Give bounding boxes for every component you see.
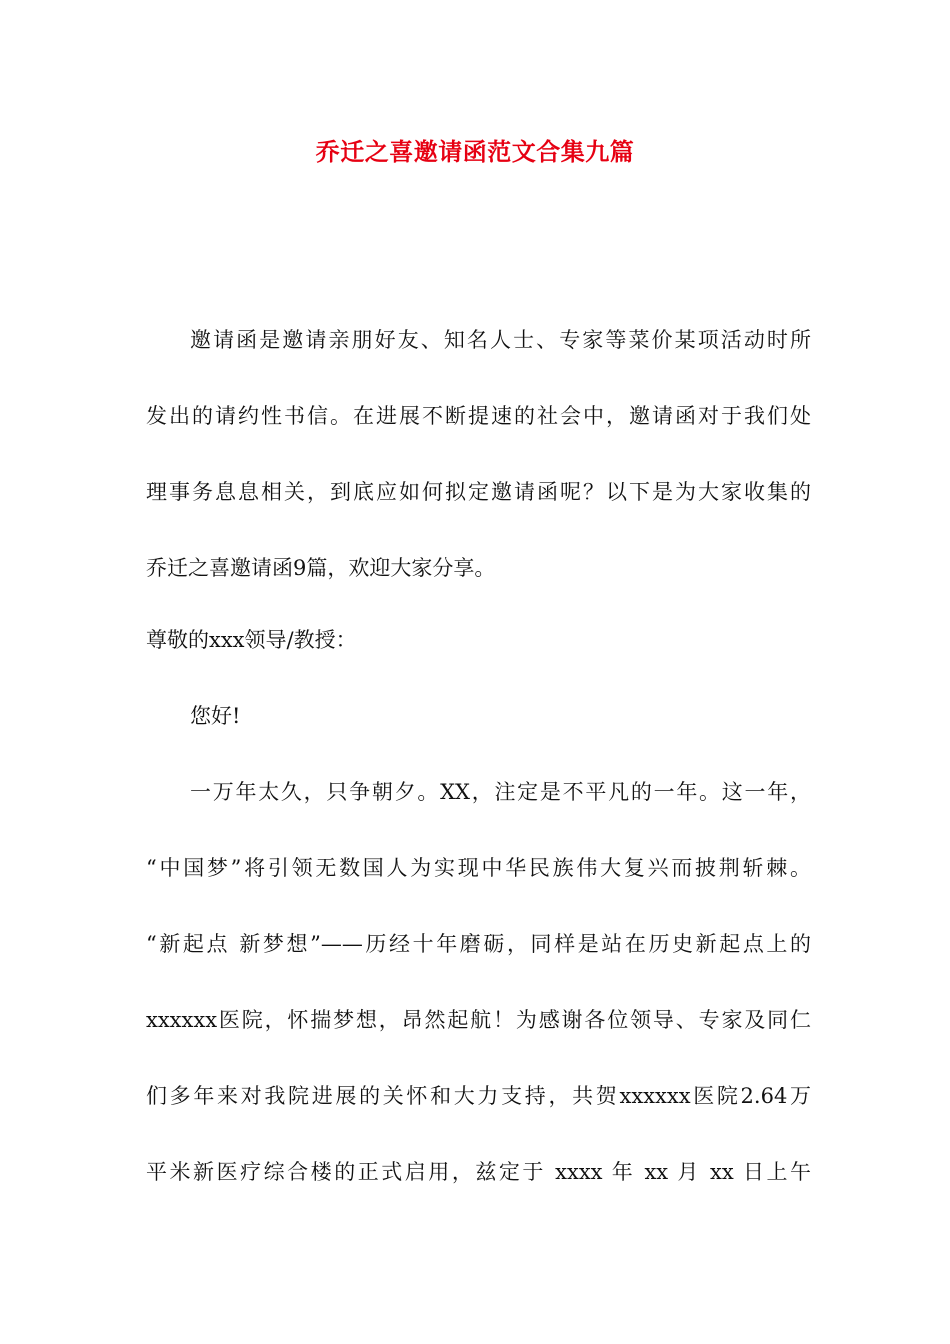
body-line-4: xxxxxx医院，怀揣梦想，昂然起航！为感谢各位领导、专家及同仁 bbox=[146, 1008, 811, 1032]
salutation: 尊敬的xxx领导/教授： bbox=[146, 628, 357, 652]
intro-line-1: 邀请函是邀请亲朋好友、知名人士、专家等菜价某项活动时所 bbox=[190, 328, 811, 352]
document-title: 乔迁之喜邀请函范文合集九篇 bbox=[315, 137, 635, 166]
body-line-6: 平米新医疗综合楼的正式启用，兹定于 xxxx 年 xx 月 xx 日上午 bbox=[146, 1160, 811, 1184]
intro-line-2: 发出的请约性书信。在进展不断提速的社会中，邀请函对于我们处 bbox=[146, 404, 811, 428]
body-line-3: “新起点 新梦想”——历经十年磨砺，同样是站在历史新起点上的 bbox=[146, 932, 811, 956]
body-line-1: 一万年太久，只争朝夕。XX，注定是不平凡的一年。这一年， bbox=[190, 780, 811, 804]
greeting: 您好! bbox=[190, 704, 241, 728]
body-line-2: “中国梦”将引领无数国人为实现中华民族伟大复兴而披荆斩棘。 bbox=[146, 856, 811, 880]
intro-line-4: 乔迁之喜邀请函9篇，欢迎大家分享。 bbox=[146, 556, 496, 580]
body-line-5: 们多年来对我院进展的关怀和大力支持，共贺xxxxxx医院2.64万 bbox=[146, 1084, 811, 1108]
intro-line-3: 理事务息息相关，到底应如何拟定邀请函呢？以下是为大家收集的 bbox=[146, 480, 811, 504]
